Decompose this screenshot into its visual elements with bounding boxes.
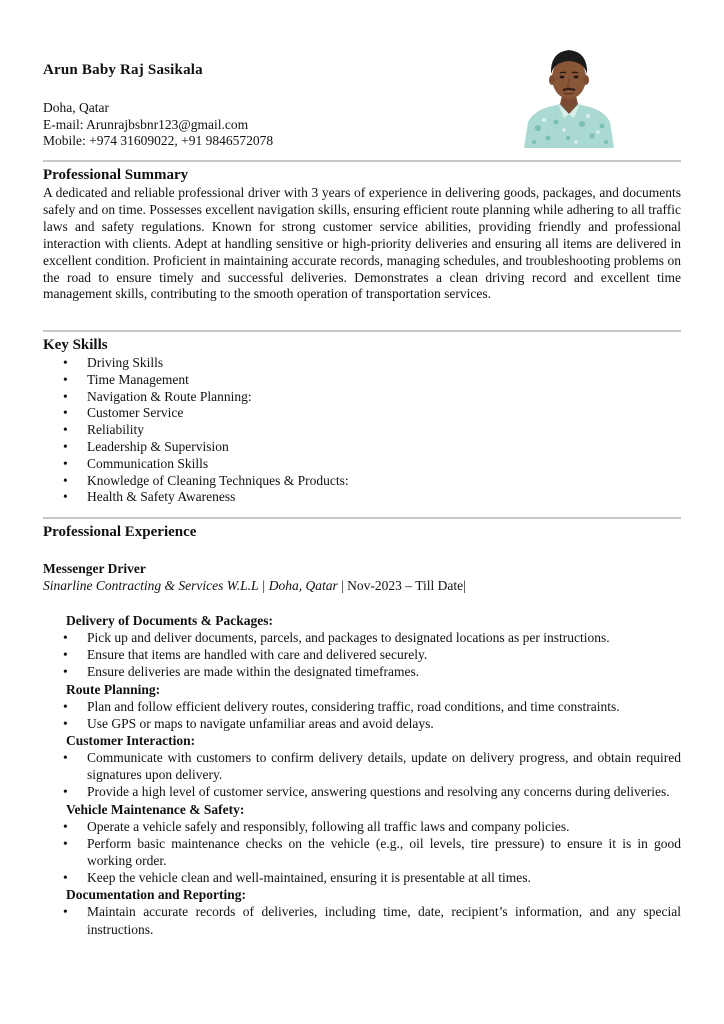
skills-list xyxy=(43,355,349,506)
job-title: Messenger Driver xyxy=(43,561,146,576)
duty-list xyxy=(43,749,681,801)
contact-block xyxy=(43,100,273,150)
summary-heading: Professional Summary xyxy=(43,167,189,183)
skills-heading: Key Skills xyxy=(43,337,108,353)
location-text: Doha, Qatar xyxy=(43,100,109,115)
duty-group-heading: Documentation and Reporting: xyxy=(66,887,247,903)
mobile-text: Mobile: +974 31609022, +91 9846572078 xyxy=(43,133,274,148)
duty-list xyxy=(43,629,681,681)
duty-group-heading: Delivery of Documents & Packages: xyxy=(66,613,273,628)
job-period: | Nov-2023 – Till Date| xyxy=(337,578,466,593)
skill-item: • Reliability xyxy=(43,422,349,439)
duty-item: • Use GPS or maps to navigate unfamiliar areas and avoid delays. xyxy=(43,715,681,732)
skill-item: • Health & Safety Awareness xyxy=(43,489,349,506)
section-divider xyxy=(43,517,681,519)
duty-item: • Operate a vehicle safely and responsibly, following all traffic laws and company policies. xyxy=(43,818,681,835)
duty-item: • Keep the vehicle clean and well-maintained, ensuring it is presentable at all times. xyxy=(43,869,681,886)
email-text: E-mail: Arunrajbsbnr123@gmail.com xyxy=(43,116,249,132)
section-divider xyxy=(43,160,681,162)
profile-photo xyxy=(520,42,618,148)
company-name: Sinarline Contracting & Services W.L.L | Doha, Qatar xyxy=(43,578,338,593)
duty-group-heading: Vehicle Maintenance & Safety: xyxy=(66,801,245,817)
duty-list xyxy=(43,818,681,887)
duty-list xyxy=(43,903,681,937)
duty-list xyxy=(43,698,681,732)
skill-item: • Time Management xyxy=(43,372,349,389)
duty-item: • Perform basic maintenance checks on the vehicle (e.g., oil levels, tire pressure) to ensure it is in good working order. xyxy=(43,835,681,869)
skill-item: • Knowledge of Cleaning Techniques & Products: xyxy=(43,473,349,490)
skill-item: • Driving Skills xyxy=(43,355,349,372)
skill-item: • Leadership & Supervision xyxy=(43,439,349,456)
duty-group-heading: Route Planning: xyxy=(66,681,161,697)
duty-item: • Provide a high level of customer service, answering questions and resolving any concerns during deliveries. xyxy=(43,783,681,800)
duty-item: • Maintain accurate records of deliveries, including time, date, recipient’s information, and any special instructions. xyxy=(43,903,681,937)
duty-item: • Ensure that items are handled with care and delivered securely. xyxy=(43,646,681,663)
duty-item: • Plan and follow efficient delivery routes, considering traffic, road conditions, and time constraints. xyxy=(43,698,681,715)
duty-item: • Pick up and deliver documents, parcels, and packages to designated locations as per instructions. xyxy=(43,629,681,646)
duty-item: • Communicate with customers to confirm delivery details, update on delivery progress, and obtain required signatures upon delivery. xyxy=(43,749,681,783)
experience-heading: Professional Experience xyxy=(43,524,197,540)
job-company-line xyxy=(43,578,466,594)
skill-item: • Communication Skills xyxy=(43,456,349,473)
summary-text: A dedicated and reliable professional driver with 3 years of experience in delivering goods, packages, and documents safely and on time. Possesses excellent navigation skills, ensuring efficient route planning while adhering to all traffic laws and safety regulations. Known for strong customer service abilities, providing friendly and professional interaction with clients. Adept at handling sensitive or high-priority deliveries and ensuring all items are delivered in excellent condition. Proficient in maintaining accurate records, managing schedules, and troubleshooting problems on the road to ensure timely and successful deliveries. Demonstrates a clean driving record and excellent time management skills, contributing to the smooth operation of transportation services. xyxy=(43,185,681,302)
skill-item: • Customer Service xyxy=(43,405,349,422)
duty-item: • Ensure deliveries are made within the designated timeframes. xyxy=(43,663,681,680)
skill-item: • Navigation & Route Planning: xyxy=(43,389,349,406)
duty-group-heading: Customer Interaction: xyxy=(66,733,196,749)
section-divider xyxy=(43,330,681,332)
candidate-name: Arun Baby Raj Sasikala xyxy=(43,62,203,78)
experience-details xyxy=(43,612,681,938)
